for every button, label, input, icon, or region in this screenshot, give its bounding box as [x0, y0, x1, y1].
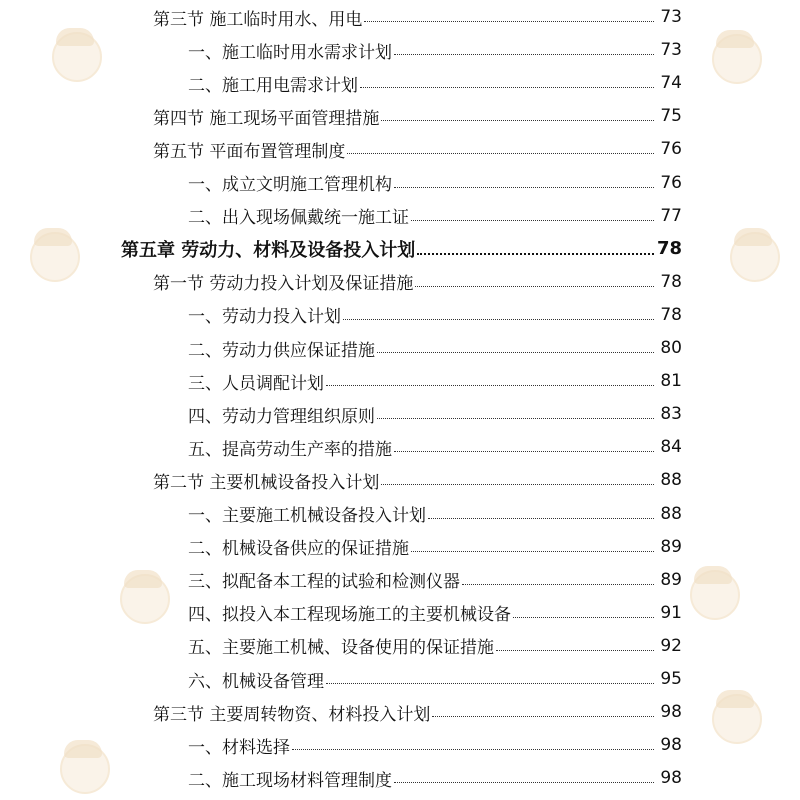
toc-entry-item	[0, 567, 800, 593]
toc-entry-item	[0, 600, 800, 626]
toc-entry-page: 88	[660, 503, 682, 524]
toc-entry-label: 第三节 主要周转物资、材料投入计划	[153, 704, 431, 725]
toc-entry-item	[0, 203, 800, 229]
toc-entry-item	[0, 335, 800, 361]
toc-entry-label: 二、劳动力供应保证措施	[188, 340, 375, 361]
toc-entry-label: 二、出入现场佩戴统一施工证	[188, 208, 409, 229]
toc-entry-section	[0, 699, 800, 725]
toc-entry-page: 78	[660, 271, 682, 292]
toc-leader-dots	[513, 617, 654, 618]
toc-entry-page: 80	[660, 338, 682, 358]
toc-entry-section	[0, 269, 800, 295]
toc-leader-dots	[343, 319, 654, 320]
toc-leader-dots	[292, 749, 654, 750]
toc-leader-dots	[377, 418, 654, 419]
toc-leader-dots	[428, 518, 654, 519]
toc-entry-page: 98	[660, 768, 682, 789]
toc-leader-dots	[496, 650, 654, 651]
toc-leader-dots	[394, 54, 654, 55]
toc-entry-page: 73	[660, 7, 682, 27]
toc-entry-label: 一、材料选择	[188, 737, 290, 758]
toc-entry-item	[0, 37, 800, 63]
toc-entry-page: 75	[660, 106, 682, 127]
toc-leader-dots	[394, 187, 654, 188]
toc-entry-page: 92	[660, 635, 682, 656]
toc-entry-label: 第三节 施工临时用水、用电	[153, 9, 363, 30]
toc-leader-dots	[394, 782, 654, 783]
toc-entry-label: 第一节 劳动力投入计划及保证措施	[153, 274, 414, 295]
toc-entry-item	[0, 765, 800, 791]
toc-entry-label: 一、施工临时用水需求计划	[188, 42, 392, 63]
toc-leader-dots	[415, 286, 654, 287]
toc-leader-dots	[347, 153, 654, 154]
toc-entry-page: 76	[660, 172, 682, 193]
toc-entry-page: 89	[660, 569, 682, 590]
toc-entry-label: 二、机械设备供应的保证措施	[188, 539, 409, 560]
toc-leader-dots	[326, 683, 654, 684]
toc-entry-item	[0, 534, 800, 560]
toc-entry-label: 五、提高劳动生产率的措施	[188, 439, 392, 460]
toc-entry-page: 76	[660, 139, 682, 160]
toc-leader-dots	[377, 352, 654, 353]
toc-entry-page: 91	[660, 602, 682, 623]
toc-leader-dots	[462, 584, 654, 585]
toc-entry-page: 78	[656, 238, 682, 260]
toc-entry-page: 88	[660, 470, 682, 491]
toc-entry-label: 一、劳动力投入计划	[188, 307, 341, 328]
toc-entry-item	[0, 368, 800, 394]
toc-entry-page: 81	[660, 371, 682, 392]
toc-entry-section	[0, 467, 800, 493]
toc-leader-dots	[381, 484, 654, 485]
toc-entry-item	[0, 170, 800, 196]
toc-entry-page: 74	[660, 73, 682, 94]
toc-entry-label: 第五章 劳动力、材料及设备投入计划	[121, 239, 416, 261]
toc-entry-section	[0, 136, 800, 162]
toc-entry-label: 三、拟配备本工程的试验和检测仪器	[188, 572, 460, 593]
toc-entry-item	[0, 70, 800, 96]
toc-entry-label: 四、劳动力管理组织原则	[188, 406, 375, 427]
toc-leader-dots	[360, 87, 654, 88]
toc-entry-label: 一、主要施工机械设备投入计划	[188, 506, 426, 526]
toc-entry-item	[0, 633, 800, 659]
toc-entry-item	[0, 732, 800, 758]
toc-entry-item	[0, 302, 800, 328]
toc-entry-page: 95	[660, 669, 682, 689]
toc-entry-page: 89	[660, 536, 682, 557]
toc-entry-page: 98	[660, 702, 682, 723]
toc-entry-page: 78	[660, 304, 682, 325]
toc-entry-chapter	[0, 236, 800, 262]
toc-entry-label: 第四节 施工现场平面管理措施	[153, 108, 380, 129]
toc-leader-dots	[411, 220, 654, 221]
toc-entry-page: 98	[660, 735, 682, 756]
toc-entry-page: 77	[660, 205, 682, 226]
toc-leader-dots	[411, 551, 654, 552]
toc-entry-item	[0, 401, 800, 427]
toc-entry-label: 六、机械设备管理	[188, 671, 324, 692]
toc-entry-section	[0, 4, 800, 30]
toc-entry-label: 四、拟投入本工程现场施工的主要机械设备	[188, 605, 511, 626]
toc-entry-label: 第五节 平面布置管理制度	[153, 141, 346, 162]
toc-entry-item	[0, 501, 800, 527]
toc-entry-label: 五、主要施工机械、设备使用的保证措施	[188, 638, 494, 659]
toc-entry-label: 二、施工现场材料管理制度	[188, 770, 392, 791]
toc-leader-dots	[364, 21, 654, 22]
toc-entry-label: 一、成立文明施工管理机构	[188, 175, 392, 195]
toc-entry-label: 二、施工用电需求计划	[188, 75, 358, 96]
toc-entry-label: 第二节 主要机械设备投入计划	[153, 472, 380, 493]
toc-entry-item	[0, 666, 800, 692]
toc-leader-dots	[326, 385, 654, 386]
toc-leader-dots	[432, 716, 654, 717]
toc-entry-label: 三、人员调配计划	[188, 373, 324, 394]
toc-entry-page: 73	[660, 40, 682, 61]
toc-entry-page: 83	[660, 404, 682, 425]
toc-leader-dots	[417, 253, 654, 255]
toc-leader-dots	[394, 451, 654, 452]
toc-entry-page: 84	[660, 437, 682, 458]
toc-entry-item	[0, 434, 800, 460]
toc-entry-section	[0, 103, 800, 129]
toc-leader-dots	[381, 120, 654, 121]
